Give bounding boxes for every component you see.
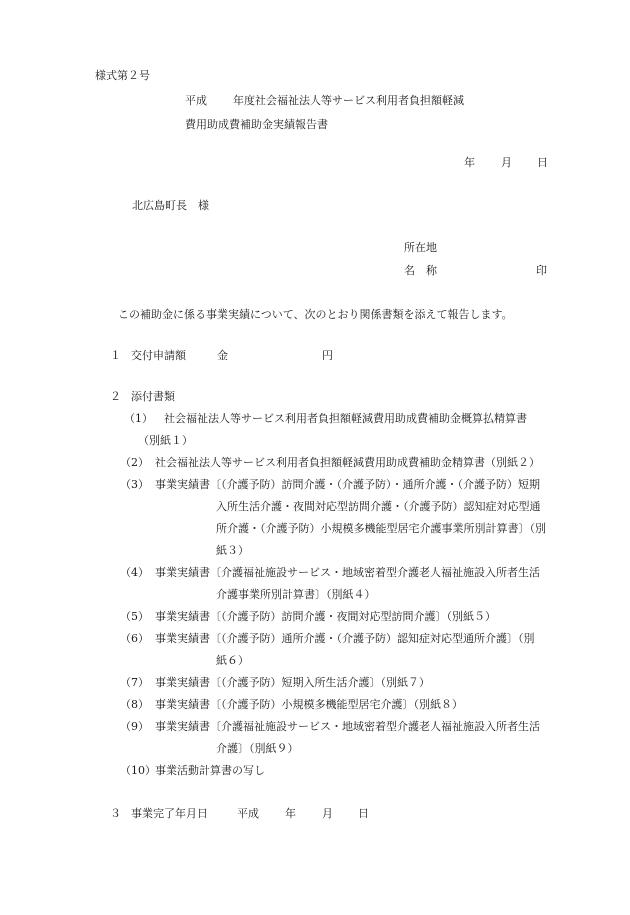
title-era: 平成 — [185, 94, 207, 107]
section1-currency-unit: 円 — [322, 349, 333, 362]
section1-number: １ — [110, 349, 121, 362]
attachment-number: （6） — [120, 632, 149, 645]
name-label: 名 称 — [404, 264, 437, 277]
attachment-line: 事業実績書〔（介護予防）小規模多機能型居宅介護〕（別紙８） — [155, 698, 463, 711]
seal-label: 印 — [536, 264, 547, 277]
title-line2: 費用助成費補助金実績報告書 — [185, 118, 328, 131]
attachment-line: 事業実績書〔介護福祉施設サービス・地域密着型介護老人福祉施設入所者生活 — [155, 720, 540, 733]
section3-number: ３ — [110, 807, 121, 820]
attachment-line: 紙３） — [216, 544, 249, 557]
attachment-number: （7） — [120, 676, 149, 689]
attachment-number: （3） — [120, 478, 149, 491]
attachment-line: 所介護・（介護予防）小規模多機能型居宅介護事業所別計算書〕（別 — [216, 522, 546, 535]
attachment-line: 介護事業所別計算書〕（別紙４） — [216, 588, 376, 601]
section2-label: 添付書類 — [131, 390, 175, 403]
attachment-number: （2） — [120, 456, 149, 469]
addressee: 北広島町長 様 — [132, 199, 209, 212]
attachment-line: 事業活動計算書の写し — [155, 764, 265, 777]
attachment-number: （8） — [120, 698, 149, 711]
section1-label: 交付申請額 — [131, 349, 186, 362]
attachment-number: （5） — [120, 610, 149, 623]
section2-number: ２ — [110, 390, 121, 403]
date-day-label: 日 — [537, 156, 548, 169]
form-number: 様式第２号 — [95, 69, 150, 82]
attachment-number: （1） — [124, 412, 153, 425]
date-year-label: 年 — [464, 156, 475, 169]
section3-era: 平成 — [237, 807, 259, 820]
attachment-line: 紙６） — [216, 654, 249, 667]
attachment-line: 事業実績書〔（介護予防）通所介護・（介護予防）認知症対応型通所介護〕（別 — [155, 632, 535, 645]
attachment-line: （別紙１） — [138, 434, 193, 447]
attachment-line: 事業実績書〔（介護予防）訪問介護・（介護予防）・通所介護・（介護予防）短期 — [155, 478, 540, 491]
attachment-number: （4） — [120, 566, 149, 579]
attachment-line: 事業実績書〔介護福祉施設サービス・地域密着型介護老人福祉施設入所者生活 — [155, 566, 540, 579]
section3-label: 事業完了年月日 — [131, 807, 208, 820]
date-month-label: 月 — [501, 156, 512, 169]
attachment-line: 入所生活介護・夜間対応型訪問介護・（介護予防）認知症対応型通 — [216, 500, 541, 513]
intro-text: この補助金に係る事業実績について、次のとおり関係書類を添えて報告します。 — [118, 308, 513, 321]
section1-currency-prefix: 金 — [217, 349, 228, 362]
attachment-line: 事業実績書〔（介護予防）短期入所生活介護〕（別紙７） — [155, 676, 430, 689]
attachment-line: 社会福祉法人等サービス利用者負担額軽減費用助成費補助金精算書（別紙２） — [155, 456, 540, 469]
attachment-line: 介護〕（別紙９） — [216, 742, 299, 755]
attachment-number: （10） — [120, 764, 156, 777]
section3-year: 年 — [285, 807, 296, 820]
attachment-number: （9） — [120, 720, 149, 733]
section3-day: 日 — [358, 807, 369, 820]
attachment-line: 事業実績書〔（介護予防）訪問介護・夜間対応型訪問介護〕（別紙５） — [155, 610, 496, 623]
address-label: 所在地 — [404, 241, 437, 254]
title-line1: 年度社会福祉法人等サービス利用者負担額軽減 — [233, 94, 464, 107]
attachment-line: 社会福祉法人等サービス利用者負担額軽減費用助成費補助金概算払精算書 — [164, 412, 527, 425]
section3-month: 月 — [322, 807, 333, 820]
